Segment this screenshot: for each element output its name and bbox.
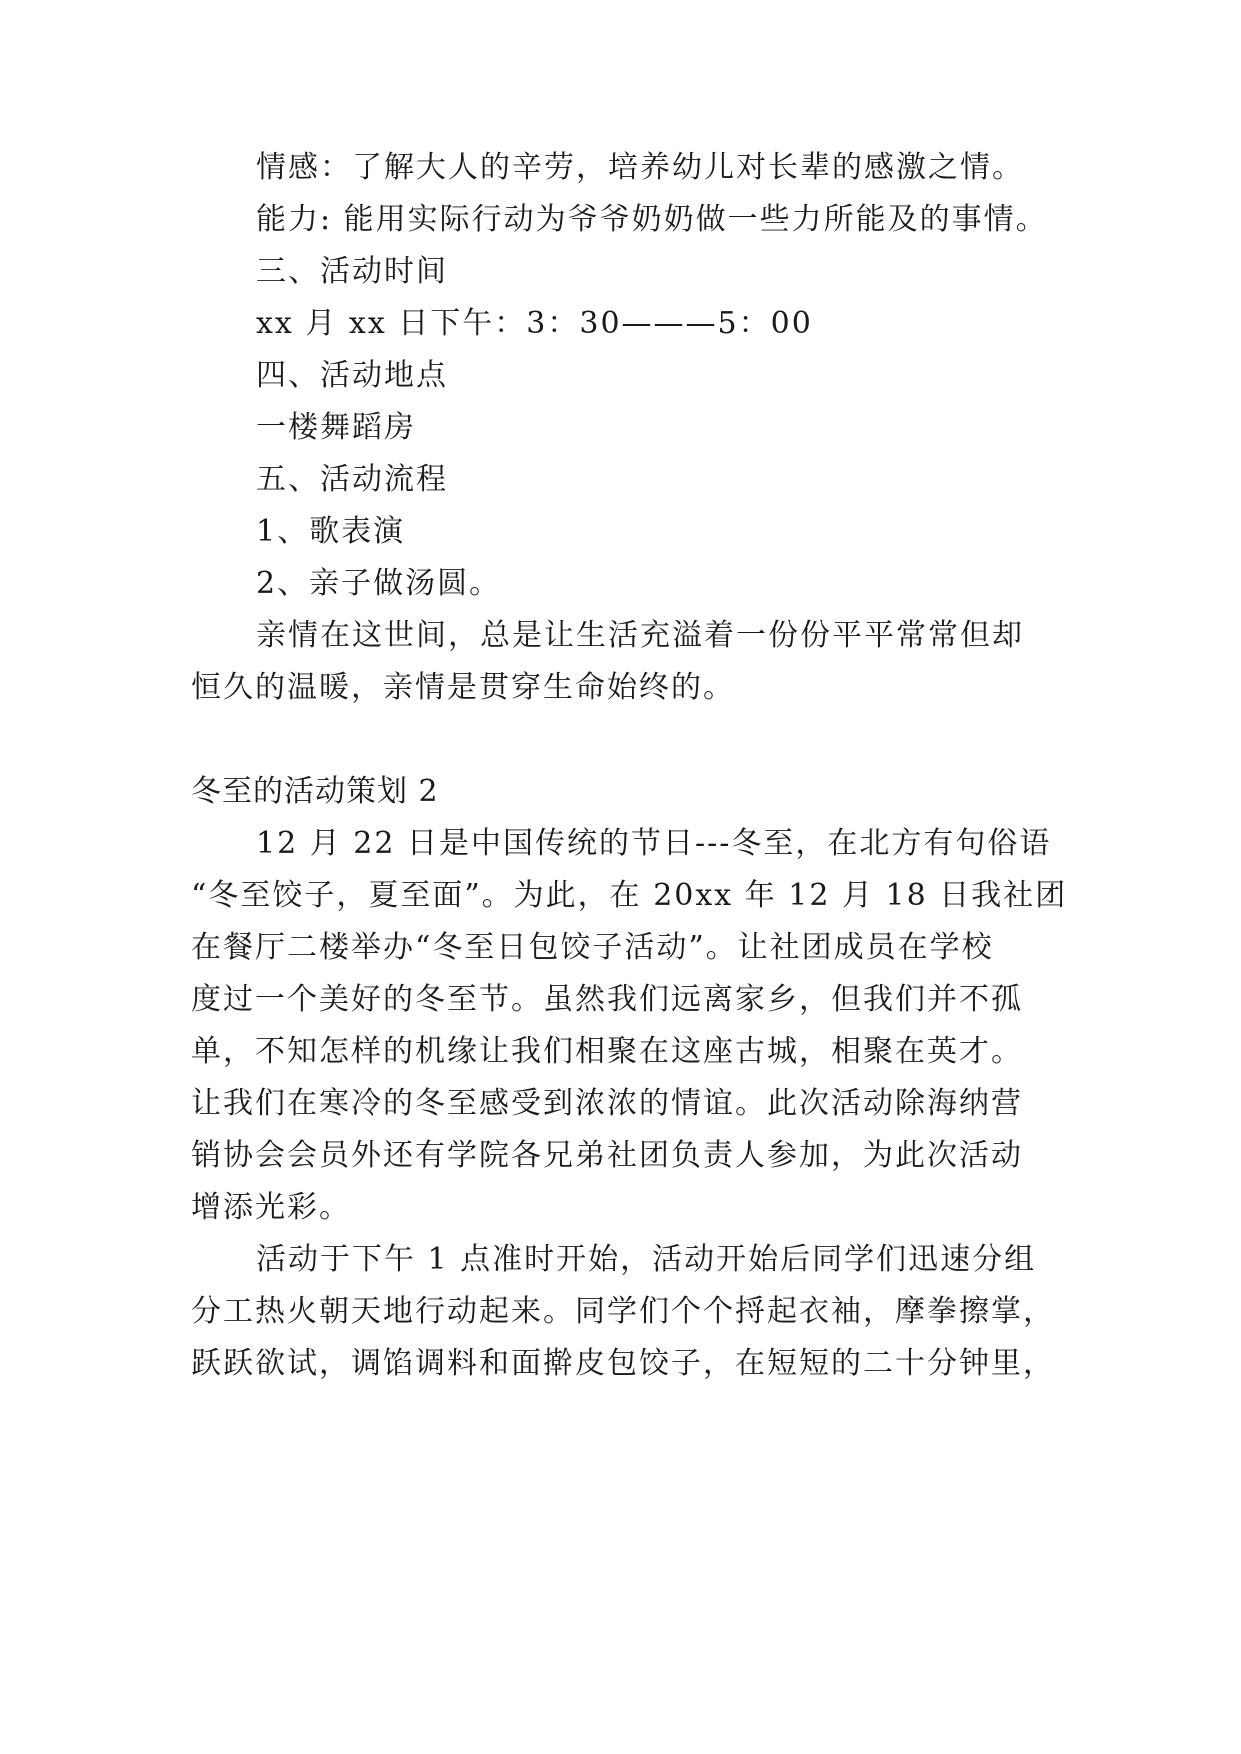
paragraph-line: 销协会会员外还有学院各兄弟社团负责人参加，为此次活动	[191, 1138, 1023, 1173]
place-heading: 四、活动地点	[256, 358, 448, 393]
process-item: 2、亲子做汤圆。	[256, 566, 502, 601]
closing-paragraph-line: 亲情在这世间，总是让生活充溢着一份份平平常常但却	[256, 618, 1024, 653]
paragraph-line: 单，不知怎样的机缘让我们相聚在这座古城，相聚在英才。	[191, 1034, 1023, 1069]
paragraph-line: 增添光彩。	[191, 1190, 351, 1225]
time-value: xx 月 xx 日下午：3：30———5：00	[256, 306, 813, 341]
paragraph-line: “冬至饺子，夏至面”。为此，在 20xx 年 12 月 18 日我社团	[191, 878, 1068, 913]
paragraph-line: 跃跃欲试，调馅调料和面擀皮包饺子，在短短的二十分钟里，	[191, 1346, 1055, 1381]
paragraph-line: 活动于下午 1 点准时开始，活动开始后同学们迅速分组	[256, 1242, 1037, 1277]
place-value: 一楼舞蹈房	[256, 410, 416, 445]
paragraph-line: 度过一个美好的冬至节。虽然我们远离家乡，但我们并不孤	[191, 982, 1023, 1017]
goal-ability-line: 能力: 能用实际行动为爷爷奶奶做一些力所能及的事情。	[256, 202, 1048, 237]
process-heading: 五、活动流程	[256, 462, 448, 497]
paragraph-line: 12 月 22 日是中国传统的节日---冬至，在北方有句俗语	[256, 826, 1052, 861]
section-title: 冬至的活动策划 2	[191, 774, 439, 809]
time-heading: 三、活动时间	[256, 254, 448, 289]
goal-emotion-line: 情感：了解大人的辛劳，培养幼儿对长辈的感激之情。	[256, 150, 1024, 185]
paragraph-line: 让我们在寒冷的冬至感受到浓浓的情谊。此次活动除海纳营	[191, 1086, 1023, 1121]
paragraph-line: 在餐厅二楼举办“冬至日包饺子活动”。让社团成员在学校	[191, 930, 994, 965]
process-item: 1、歌表演	[256, 514, 406, 549]
closing-paragraph-line: 恒久的温暖，亲情是贯穿生命始终的。	[191, 670, 735, 705]
paragraph-line: 分工热火朝天地行动起来。同学们个个捋起衣袖，摩拳擦掌，	[191, 1294, 1055, 1329]
